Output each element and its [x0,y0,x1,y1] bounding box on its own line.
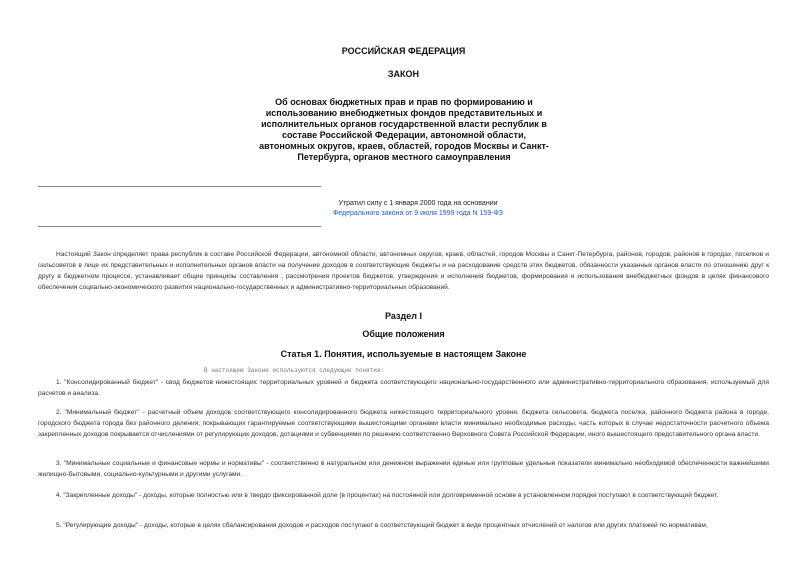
list-item: 2. "Минимальный бюджет" - расчетный объем доходов соответствующего консолидированного бюджета нижестоящего территориального уровня, бюджета сельсовета, бюджета поселка, районного бюджета района в городе, городского бюджета города без районного деления, покрывающих гарантируемые соответствующими вышестоящими органами власти минимально необходимые расходы, часть которых в случае недостаточности расчетного объема закрепленных доходов покрывается отчислениями от регулирующих доходов, дотациями и субвенциями по решению соответственно Верховного Совета Российской Федерации, иного вышестоящего представительного органа власти. [38,409,769,438]
law-heading: ЗАКОН [387,69,420,79]
section-name: Общие положения [362,329,445,339]
country-heading: РОССИЙСКАЯ ФЕДЕРАЦИЯ [341,46,466,56]
lost-force-text: Утратил силу с 1 января 2000 года на основании [338,200,498,207]
article-heading: Статья 1. Понятия, используемые в настоящем Законе [280,349,527,359]
section-number: Раздел I [385,311,422,321]
definitions-intro: В настоящем Законе используются следующие понятия: [204,367,385,374]
list-item: 5. "Регулирующие доходы" - доходы, которые в целях сбалансирования доходов и расходов поступают в соответствующий бюджет в виде процентных отчислений от налогов или других платежей по нормативам, [56,522,708,529]
intro-paragraph: Настоящий Закон определяет права республик в составе Российской Федерации, автономной области, автономных округов, краев, областей, городов Москвы и Санкт-Петербурга, районов, городов, районов в городах, поселков и сельсоветов в лице их представительных и исполнительных органов власти на получение доходов в соответствующие бюджеты и на расходование средств этих бюджетов, обязанности указанных органов власти по отношению друг к другу в бюджетном процессе, устанавливает общие принципы составления , рассмотрения проектов бюджетов, утверждения и исполнения бюджетов, формирования и использования внебюджетных фондов в целях финансового обеспечения социально-экономического развития национально-государственных и административно-территориальных образований. [38,251,769,291]
divider-bottom [38,226,321,227]
list-item: 4. "Закрепленные доходы" - доходы, которые полностью или в твердо фиксированной доле (в процентах) на постоянной или долговременной основе в установленном порядке поступают в соответствующий бюджет. [56,492,719,499]
federal-law-link[interactable]: Федерального закона от 9 июля 1999 года N 159-ФЗ [332,210,504,217]
law-title: Об основах бюджетных прав и прав по формированию и использованию внебюджетных фондов представительных и исполнительных органов государственной власти республик в составе Российской Федерации, автономной области, автономных округов, краев, областей, городов Москвы и Санкт-Петербурга, органов местного самоуправления [259,97,549,162]
status-note [318,199,518,219]
divider-top [38,186,321,187]
list-item: 3. "Минимальные социальные и финансовые нормы и нормативы" - соответственно в натуральном или денежном выражении единые или групповые удельные показатели минимально необходимой обеспеченности важнейшими жилищно-бытовыми, социально-культурными и другими услугами. [38,460,769,478]
list-item: 1. "Консолидированный бюджет" - свод бюджетов нижестоящих территориальных уровней и бюджета соответствующего национально-государственного или административно-территориального образования, используемый для расчетов и анализа. [38,379,769,397]
